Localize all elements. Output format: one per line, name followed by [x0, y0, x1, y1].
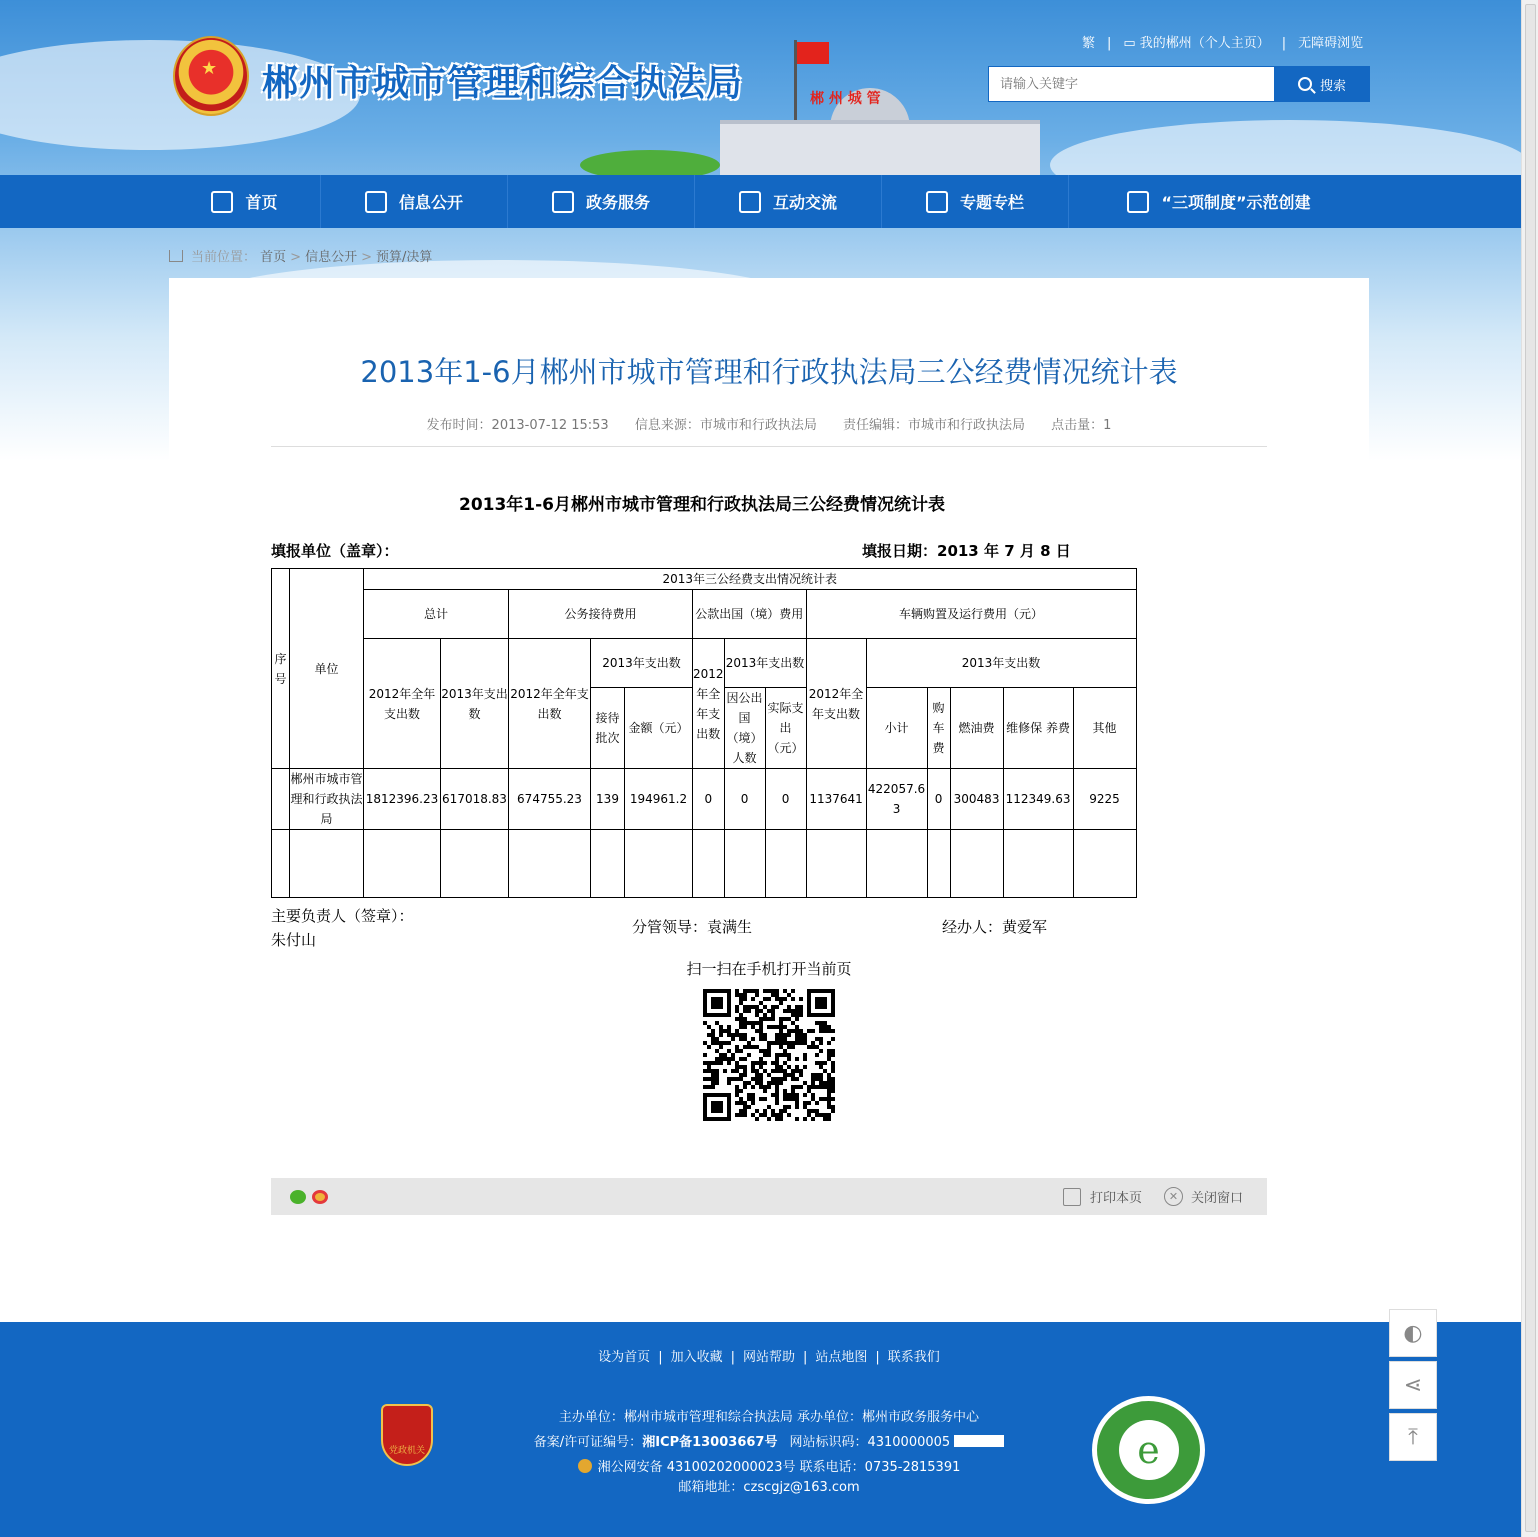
scrollbar-thumb[interactable] [1525, 4, 1536, 1532]
header-vehicle-2012: 2012年全年支出数 [806, 639, 866, 769]
traditional-link[interactable]: 繁 [1082, 36, 1096, 51]
my-chenzhou-link[interactable] [1123, 36, 1269, 51]
cell-amount: 194961.2 [625, 769, 693, 830]
cell-other: 9225 [1073, 769, 1136, 830]
header-batches: 接待批次 [591, 688, 625, 769]
nav-item-interaction[interactable] [695, 175, 882, 228]
header-abroad-2012: 2012年全年支出数 [693, 639, 725, 769]
header-reception-2013: 2013年支出数 [591, 639, 693, 688]
header-vehicle-2013: 2013年支出数 [866, 639, 1136, 688]
print-button[interactable] [1063, 1187, 1142, 1206]
nav-item-special[interactable] [882, 175, 1069, 228]
site-header [0, 0, 1538, 175]
editor: 责任编辑：市城市和行政执法局 [843, 418, 1026, 433]
cell-repair: 112349.63 [1003, 769, 1073, 830]
breadcrumb-home[interactable]: 首页 [260, 250, 287, 265]
flag-icon [797, 42, 829, 64]
header-amount: 金额（元） [625, 688, 693, 769]
fill-date: 填报日期：2013 年 7 月 8 日 [862, 542, 1071, 560]
cell-abroad-2012: 0 [693, 769, 725, 830]
civilized-city-logo[interactable]: e [1092, 1396, 1205, 1504]
top-links [1076, 32, 1369, 51]
footer-link-contact[interactable]: 联系我们 [887, 1350, 940, 1365]
header-total-2012: 2012年全年支出数 [364, 639, 441, 769]
header-unit: 单位 [290, 569, 364, 769]
cell-seq [272, 769, 290, 830]
separator: | [1281, 36, 1287, 51]
cell-persons: 0 [724, 769, 765, 830]
nav-label: 专题专栏 [959, 193, 1024, 212]
header-seq: 序号 [272, 569, 290, 769]
weibo-share-icon[interactable] [312, 1190, 328, 1204]
wechat-share-icon[interactable] [290, 1190, 306, 1204]
cell-batches: 139 [591, 769, 625, 830]
table-row [272, 830, 1137, 898]
nav-item-gov-service[interactable] [508, 175, 695, 228]
edit-icon [552, 191, 574, 213]
footer-link-favorite[interactable]: 加入收藏 [670, 1350, 723, 1365]
scrollbar[interactable] [1521, 0, 1538, 1537]
cell-total-2012: 1812396.23 [364, 769, 441, 830]
footer-host: 主办单位：郴州市城市管理和综合执法局 承办单位：郴州市政务服务中心 [558, 1410, 980, 1425]
header-reception-2012: 2012年全年支出数 [509, 639, 591, 769]
cell-fuel: 300483 [950, 769, 1003, 830]
header-purchase: 购车费 [927, 688, 950, 769]
side-float-bar [1389, 1309, 1437, 1465]
cell-purchase: 0 [927, 769, 950, 830]
breadcrumb-budget[interactable]: 预算/决算 [376, 250, 433, 265]
document-title: 2013年1-6月郴州市城市管理和行政执法局三公经费情况统计表 [458, 495, 946, 515]
footer-link-homepage[interactable]: 设为首页 [598, 1350, 651, 1365]
separator: | [1107, 36, 1112, 51]
close-icon: ✕ [1164, 1187, 1183, 1206]
breadcrumb-label: 当前位置： [191, 250, 257, 265]
header-repair: 维修保 养费 [1003, 688, 1073, 769]
main-nav [0, 175, 1538, 228]
header-abroad: 公款出国（境）费用 [693, 590, 807, 639]
accessibility-link[interactable]: 无障碍浏览 [1298, 36, 1364, 51]
site-id: 网站标识码：4310000005 [789, 1435, 951, 1450]
building-sign: 郴 州 城 管 [810, 91, 881, 107]
close-window-button[interactable] [1164, 1187, 1243, 1206]
document-icon [365, 191, 387, 213]
article-toolbar [271, 1178, 1267, 1215]
site-title: 郴州市城市管理和综合执法局 [262, 63, 744, 104]
building-illustration [700, 40, 1060, 175]
nav-item-info-public[interactable] [321, 175, 508, 228]
nav-label: “三项制度”示范创建 [1161, 193, 1311, 212]
table-row [272, 769, 1137, 830]
header-subtotal: 小计 [866, 688, 927, 769]
national-emblem-icon: ★ [173, 36, 249, 116]
header-top: 2013年三公经费支出情况统计表 [364, 569, 1137, 590]
breadcrumb-sep: > [361, 250, 372, 265]
main-signatory-label: 主要负责人（签章）： [271, 907, 414, 925]
search-box [988, 66, 1369, 102]
info-source: 信息来源：市城市和行政执法局 [634, 418, 817, 433]
nav-item-three-systems[interactable] [1069, 175, 1369, 228]
layers-icon [1127, 191, 1149, 213]
header-fuel: 燃油费 [950, 688, 1003, 769]
header-actual: 实际支出（元） [765, 688, 806, 769]
view-count: 点击量：1 [1051, 418, 1112, 433]
nav-label: 首页 [245, 193, 278, 212]
icp-label: 备案/许可证编号： [533, 1435, 643, 1450]
police-record: 湘公网安备 43100202000023号 联系电话：0735-2815391 [597, 1460, 961, 1475]
header-abroad-2013: 2013年支出数 [724, 639, 806, 688]
cell-reception-2012: 674755.23 [509, 769, 591, 830]
header-total-2013: 2013年支出数 [441, 639, 509, 769]
main-signatory [271, 904, 414, 952]
footer-email: 邮箱地址：czscgjz@163.com [678, 1480, 860, 1495]
search-button-label: 搜索 [1319, 78, 1346, 94]
chat-icon [739, 191, 761, 213]
wechat-float-icon[interactable]: ◐ [1389, 1309, 1437, 1357]
handler-signatory: 经办人：黄爱军 [942, 918, 1048, 936]
nav-label: 政务服务 [585, 193, 650, 212]
my-chenzhou-label: 我的郴州（个人主页） [1139, 36, 1270, 51]
footer-link-sitemap[interactable]: 站点地图 [815, 1350, 868, 1365]
header-persons: 因公出国（境）人数 [724, 688, 765, 769]
qr-label: 扫一扫在手机打开当前页 [686, 960, 852, 978]
expense-table [271, 568, 1137, 898]
nav-label: 互动交流 [772, 193, 837, 212]
search-input[interactable] [989, 67, 1274, 101]
home-icon [211, 191, 233, 213]
monitor-icon: ▭ [1123, 36, 1136, 51]
cell-unit: 郴州市城市管理和行政执法局 [290, 769, 364, 830]
cell-actual: 0 [765, 769, 806, 830]
nav-item-home[interactable] [169, 175, 321, 228]
footer-icp [0, 1431, 1538, 1450]
cnzz-icon [954, 1435, 1004, 1447]
cell-vehicle-2012: 1137641 [806, 769, 866, 830]
print-icon [1063, 1188, 1081, 1206]
publish-time: 发布时间：2013-07-12 15:53 [426, 418, 609, 433]
share-float-icon[interactable]: ⋖ [1389, 1361, 1437, 1409]
search-icon [1298, 77, 1312, 91]
footer-police [0, 1456, 1538, 1475]
nav-label: 信息公开 [398, 193, 463, 212]
site-footer [0, 1322, 1538, 1537]
breadcrumb-info-public[interactable]: 信息公开 [305, 250, 358, 265]
close-label: 关闭窗口 [1191, 1191, 1244, 1206]
divider [271, 446, 1267, 447]
fill-unit: 填报单位（盖章）： [271, 542, 399, 560]
home-icon [169, 250, 183, 262]
print-label: 打印本页 [1090, 1191, 1143, 1206]
layers-icon [926, 191, 948, 213]
breadcrumb [169, 246, 432, 265]
header-total: 总计 [364, 590, 509, 639]
header-vehicle: 车辆购置及运行费用（元） [806, 590, 1136, 639]
cell-total-2013: 617018.83 [441, 769, 509, 830]
article-title: 2013年1-6月郴州市城市管理和行政执法局三公经费情况统计表 [360, 355, 1178, 389]
article-meta [0, 414, 1538, 433]
back-to-top-icon[interactable]: ⤒ [1389, 1413, 1437, 1461]
police-badge-icon [578, 1459, 592, 1473]
lead-signatory: 分管领导：袁满生 [632, 918, 753, 936]
icp-number[interactable]: 湘ICP备13003667号 [642, 1435, 778, 1450]
cell-subtotal: 422057.63 [866, 769, 927, 830]
qr-code [703, 989, 835, 1121]
party-gov-logo[interactable]: 党政机关 [381, 1404, 433, 1466]
search-button[interactable] [1274, 66, 1370, 102]
footer-links: 设为首页 | 加入收藏 | 网站帮助 | 站点地图 | 联系我们 [598, 1350, 940, 1365]
header-reception: 公务接待费用 [509, 590, 693, 639]
breadcrumb-sep: > [290, 250, 302, 265]
footer-link-help[interactable]: 网站帮助 [742, 1350, 795, 1365]
main-signatory-name: 朱付山 [271, 931, 317, 949]
header-other: 其他 [1073, 688, 1136, 769]
